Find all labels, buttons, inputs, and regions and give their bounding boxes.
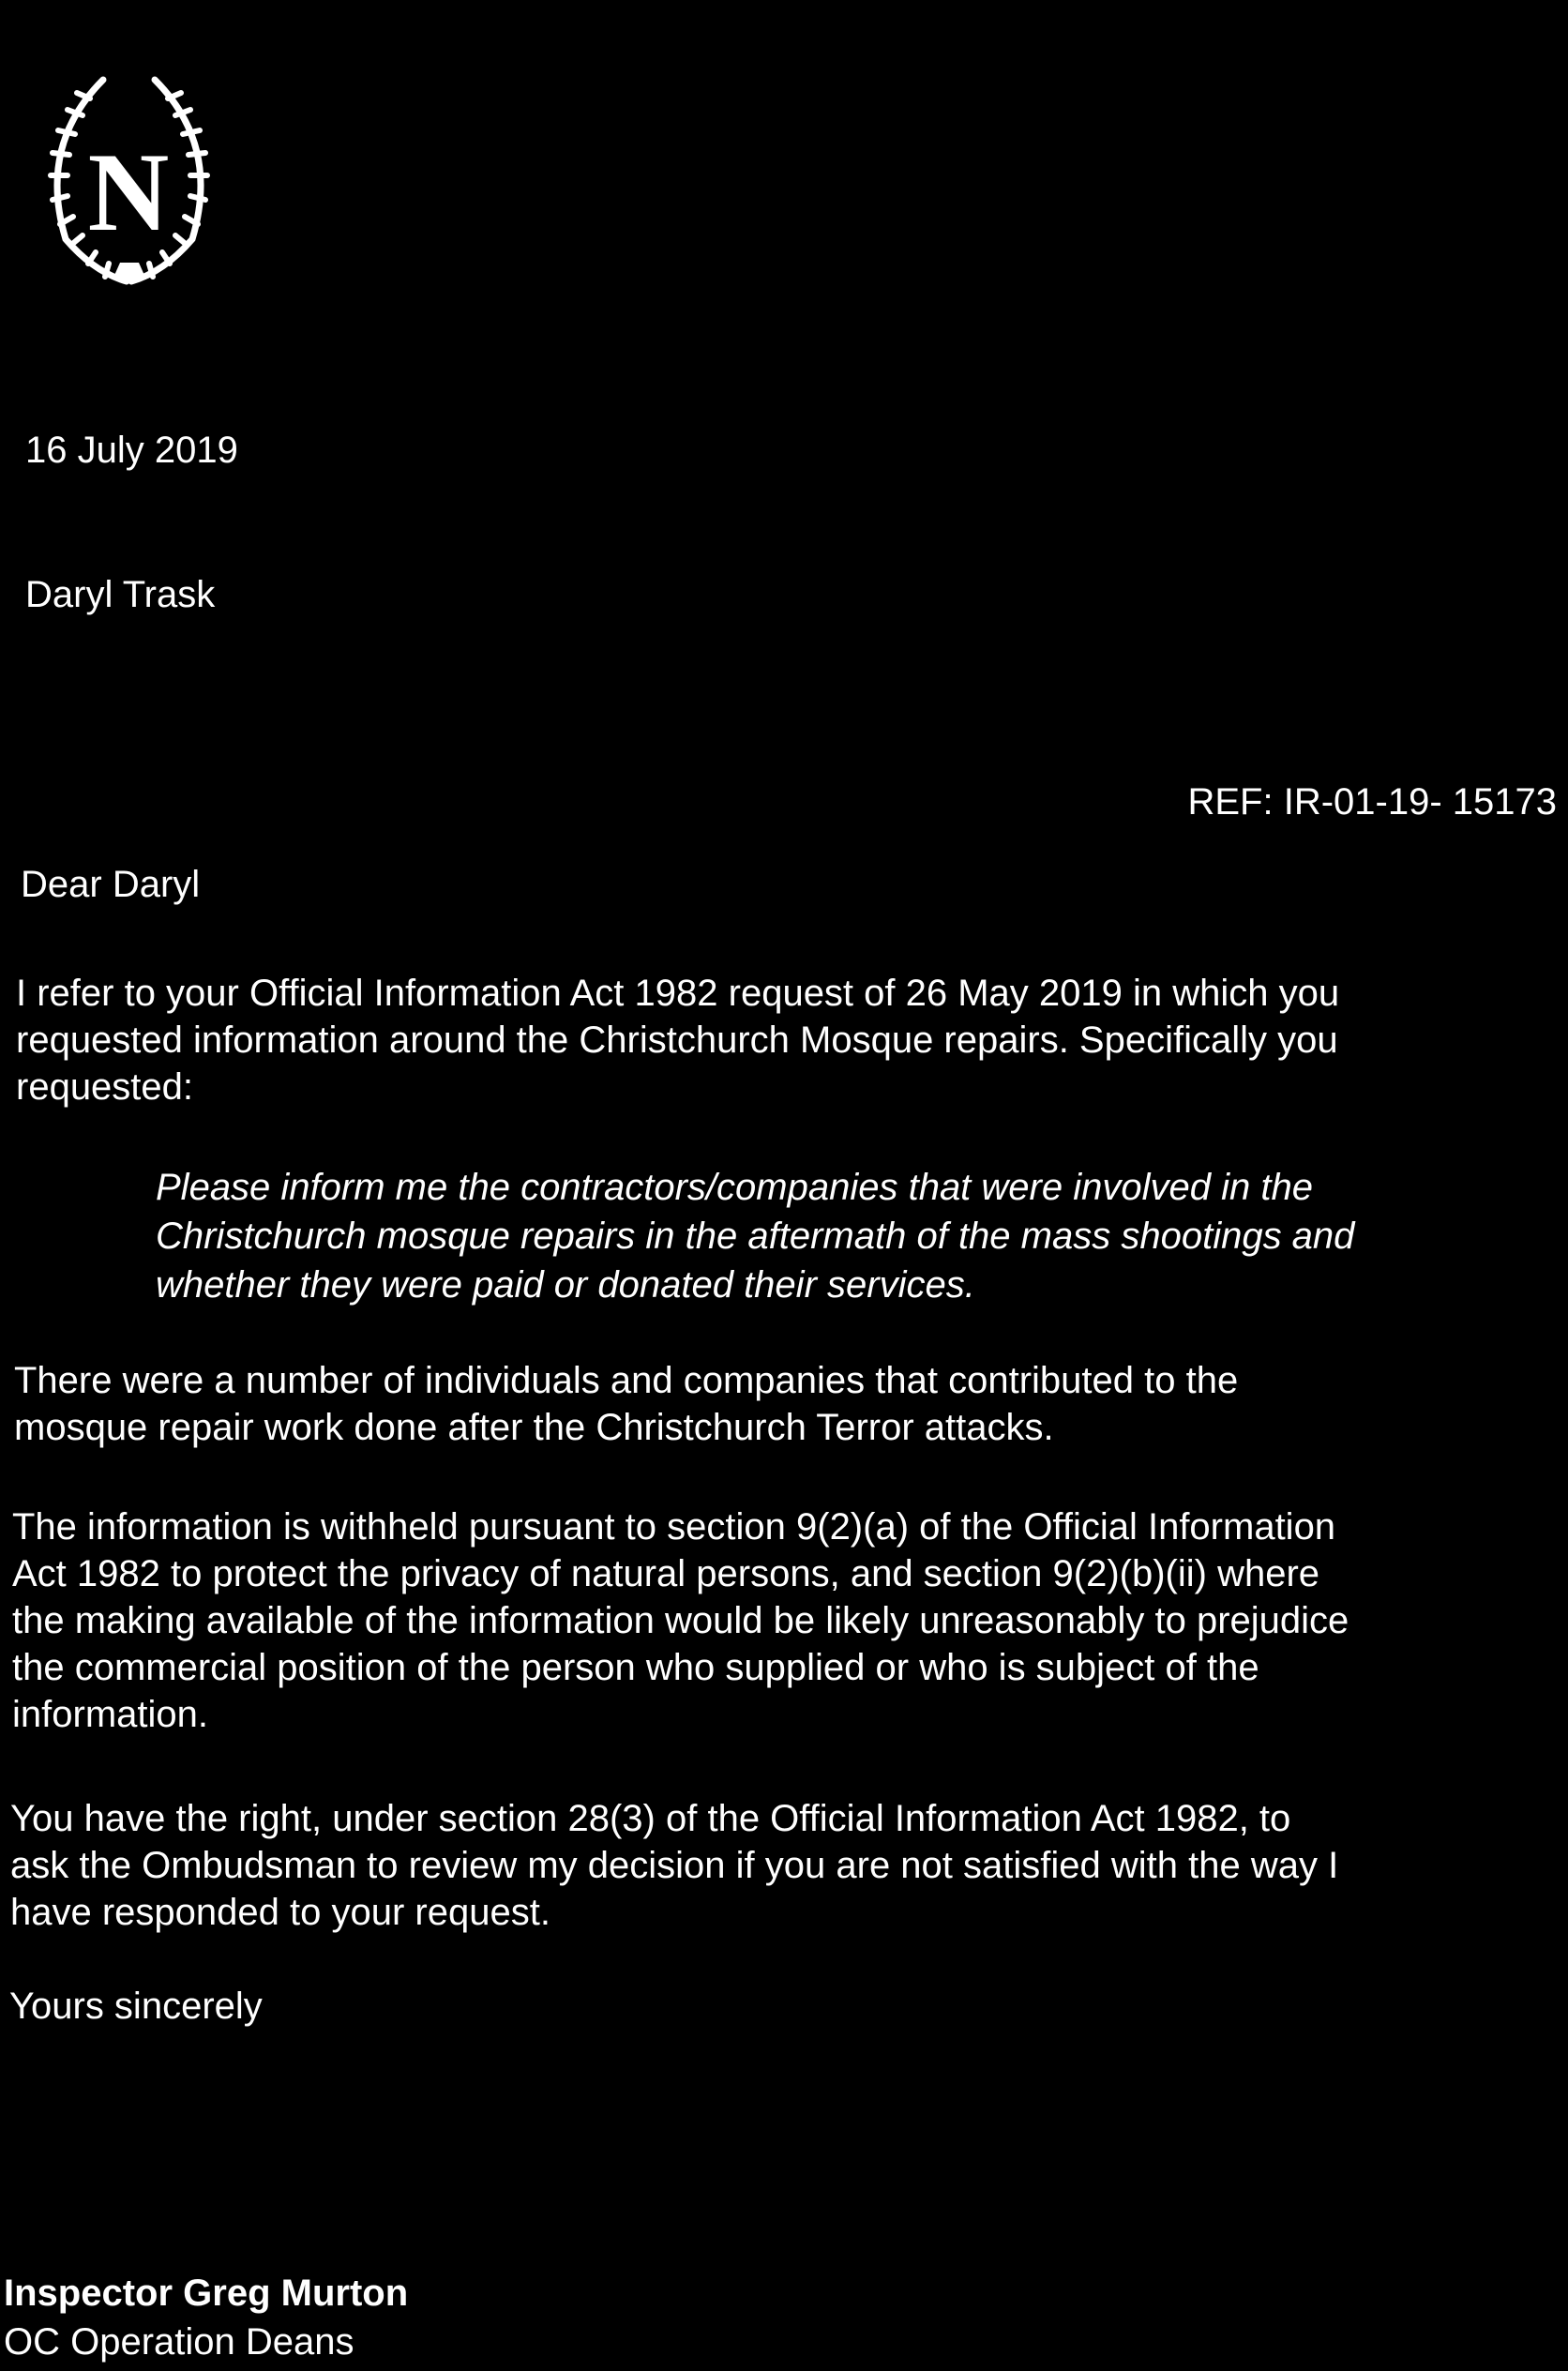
paragraph-ombudsman (10, 1795, 1338, 1936)
signatory-title: OC Operation Deans (4, 2321, 354, 2363)
text-line: Please inform me the contractors/companies that were involved in the (156, 1167, 1313, 1208)
text-line: requested: (16, 1066, 194, 1108)
text-line: information. (12, 1694, 208, 1735)
text-line: have responded to your request. (10, 1892, 550, 1933)
text-line: Act 1982 to protect the privacy of natural persons, and section 9(2)(b)(ii) where (12, 1553, 1320, 1594)
paragraph-request (16, 970, 1339, 1110)
text-line: mosque repair work done after the Christchurch Terror attacks. (14, 1407, 1054, 1448)
svg-text:N: N (87, 129, 170, 254)
text-line: There were a number of individuals and companies that contributed to the (14, 1360, 1239, 1401)
reference-number: REF: IR-01-19- 15173 (1187, 781, 1557, 823)
paragraph-contributors (14, 1357, 1238, 1451)
salutation: Dear Daryl (21, 864, 201, 905)
letter-date: 16 July 2019 (25, 430, 238, 471)
text-line: the making available of the information would be likely unreasonably to prejudice (12, 1600, 1349, 1641)
paragraph-withheld (12, 1503, 1349, 1738)
closing: Yours sincerely (9, 1986, 263, 2027)
text-line: requested information around the Christchurch Mosque repairs. Specifically you (16, 1019, 1338, 1061)
text-line: the commercial position of the person who supplied or who is subject of the (12, 1647, 1259, 1688)
signatory-name: Inspector Greg Murton (4, 2273, 409, 2314)
text-line: Christchurch mosque repairs in the aftermath of the mass shootings and (156, 1216, 1355, 1257)
nz-police-crest-icon (28, 70, 230, 286)
text-line: I refer to your Official Information Act 1982 request of 26 May 2019 in which you (16, 973, 1340, 1014)
recipient-name: Daryl Trask (25, 574, 216, 615)
text-line: ask the Ombudsman to review my decision if you are not satisfied with the way I (10, 1845, 1339, 1886)
quoted-request (156, 1163, 1354, 1309)
text-line: whether they were paid or donated their services. (156, 1264, 975, 1306)
text-line: You have the right, under section 28(3) of the Official Information Act 1982, to (10, 1798, 1291, 1839)
text-line: The information is withheld pursuant to section 9(2)(a) of the Official Information (12, 1506, 1336, 1548)
